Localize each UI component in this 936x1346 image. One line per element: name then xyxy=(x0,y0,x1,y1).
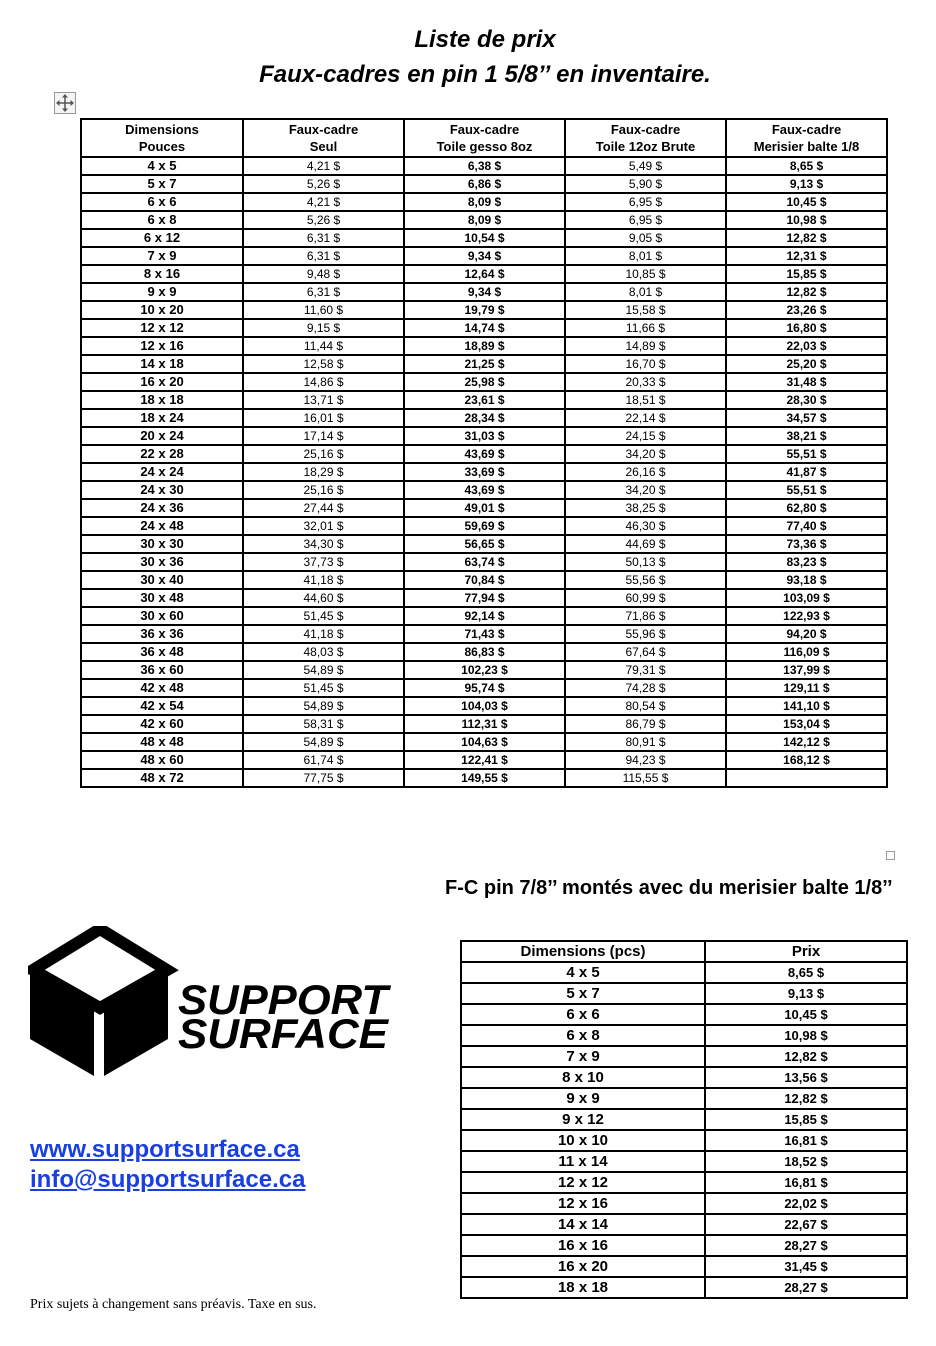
dimension-cell: 12 x 16 xyxy=(461,1193,705,1214)
email-link[interactable]: info@supportsurface.ca xyxy=(30,1166,306,1193)
table-row xyxy=(81,553,887,571)
table-row xyxy=(81,193,887,211)
birch-price-cell: 38,21 $ xyxy=(726,427,887,445)
frame-only-price-cell: 44,60 $ xyxy=(243,589,404,607)
frame-only-price-cell: 5,26 $ xyxy=(243,175,404,193)
dimension-cell: 24 x 30 xyxy=(81,481,243,499)
gesso-canvas-price-cell: 19,79 $ xyxy=(404,301,565,319)
dimension-cell: 30 x 60 xyxy=(81,607,243,625)
frame-only-price-cell: 27,44 $ xyxy=(243,499,404,517)
dimension-cell: 22 x 28 xyxy=(81,445,243,463)
table-row xyxy=(461,983,907,1004)
page-subtitle: Faux-cadres en pin 1 5/8’’ en inventaire. xyxy=(259,61,711,88)
price-cell: 18,52 $ xyxy=(705,1151,907,1172)
dimension-cell: 18 x 18 xyxy=(461,1277,705,1298)
price-table xyxy=(80,118,888,788)
birch-price-cell: 129,11 $ xyxy=(726,679,887,697)
dimension-cell: 16 x 20 xyxy=(81,373,243,391)
gesso-canvas-price-cell: 122,41 $ xyxy=(404,751,565,769)
frame-only-price-cell: 17,14 $ xyxy=(243,427,404,445)
gesso-canvas-price-cell: 23,61 $ xyxy=(404,391,565,409)
price-cell: 22,02 $ xyxy=(705,1193,907,1214)
dimension-cell: 12 x 16 xyxy=(81,337,243,355)
gesso-canvas-price-cell: 6,86 $ xyxy=(404,175,565,193)
table-row xyxy=(81,355,887,373)
move-arrows-icon xyxy=(55,93,75,113)
raw-canvas-price-cell: 80,91 $ xyxy=(565,733,726,751)
table-row xyxy=(81,589,887,607)
table-row xyxy=(461,1151,907,1172)
gesso-canvas-price-cell: 56,65 $ xyxy=(404,535,565,553)
gesso-canvas-price-cell: 9,34 $ xyxy=(404,247,565,265)
frame-only-price-cell: 77,75 $ xyxy=(243,769,404,787)
table-row xyxy=(81,391,887,409)
table-row xyxy=(81,535,887,553)
raw-canvas-price-cell: 34,20 $ xyxy=(565,481,726,499)
frame-only-price-cell: 61,74 $ xyxy=(243,751,404,769)
raw-canvas-price-cell: 74,28 $ xyxy=(565,679,726,697)
dimension-cell: 18 x 24 xyxy=(81,409,243,427)
birch-price-cell: 73,36 $ xyxy=(726,535,887,553)
dimension-cell: 42 x 60 xyxy=(81,715,243,733)
raw-canvas-price-cell: 67,64 $ xyxy=(565,643,726,661)
frame-only-price-cell: 6,31 $ xyxy=(243,283,404,301)
table-row xyxy=(81,607,887,625)
price-cell: 12,82 $ xyxy=(705,1046,907,1067)
gesso-canvas-price-cell: 6,38 $ xyxy=(404,157,565,175)
gesso-canvas-price-cell: 104,63 $ xyxy=(404,733,565,751)
birch-price-cell: 55,51 $ xyxy=(726,445,887,463)
column-header-dimensions-pcs: Dimensions (pcs) xyxy=(461,941,705,962)
raw-canvas-price-cell: 5,49 $ xyxy=(565,157,726,175)
table-row xyxy=(81,661,887,679)
birch-price-cell: 62,80 $ xyxy=(726,499,887,517)
dimension-cell: 24 x 24 xyxy=(81,463,243,481)
raw-canvas-price-cell: 115,55 $ xyxy=(565,769,726,787)
birch-price-cell: 12,82 $ xyxy=(726,229,887,247)
raw-canvas-price-cell: 34,20 $ xyxy=(565,445,726,463)
dimension-cell: 30 x 40 xyxy=(81,571,243,589)
dimension-cell: 10 x 20 xyxy=(81,301,243,319)
frame-only-price-cell: 18,29 $ xyxy=(243,463,404,481)
birch-price-cell: 77,40 $ xyxy=(726,517,887,535)
raw-canvas-price-cell: 60,99 $ xyxy=(565,589,726,607)
frame-only-price-cell: 5,26 $ xyxy=(243,211,404,229)
dimension-cell: 5 x 7 xyxy=(461,983,705,1004)
birch-price-cell: 94,20 $ xyxy=(726,625,887,643)
frame-only-price-cell: 14,86 $ xyxy=(243,373,404,391)
gesso-canvas-price-cell: 8,09 $ xyxy=(404,193,565,211)
disclaimer-note: Prix sujets à changement sans préavis. Taxe en sus. xyxy=(30,1297,317,1312)
gesso-canvas-price-cell: 71,43 $ xyxy=(404,625,565,643)
birch-price-cell: 10,98 $ xyxy=(726,211,887,229)
table-row xyxy=(81,157,887,175)
frame-only-price-cell: 9,48 $ xyxy=(243,265,404,283)
column-header-birch: Faux-cadre Merisier balte 1/8 xyxy=(726,119,887,157)
raw-canvas-price-cell: 94,23 $ xyxy=(565,751,726,769)
raw-canvas-price-cell: 9,05 $ xyxy=(565,229,726,247)
dimension-cell: 6 x 8 xyxy=(461,1025,705,1046)
gesso-canvas-price-cell: 21,25 $ xyxy=(404,355,565,373)
raw-canvas-price-cell: 24,15 $ xyxy=(565,427,726,445)
gesso-canvas-price-cell: 43,69 $ xyxy=(404,481,565,499)
table-row xyxy=(81,715,887,733)
table-row xyxy=(461,1067,907,1088)
price-cell: 8,65 $ xyxy=(705,962,907,983)
column-header-price: Prix xyxy=(705,941,907,962)
birch-price-cell: 12,31 $ xyxy=(726,247,887,265)
dimension-cell: 6 x 8 xyxy=(81,211,243,229)
table-row xyxy=(81,427,887,445)
frame-only-price-cell: 4,21 $ xyxy=(243,157,404,175)
dimension-cell: 16 x 20 xyxy=(461,1256,705,1277)
table-row xyxy=(81,409,887,427)
gesso-canvas-price-cell: 10,54 $ xyxy=(404,229,565,247)
table-row xyxy=(81,769,887,787)
column-header-dimensions: Dimensions Pouces xyxy=(81,119,243,157)
gesso-canvas-price-cell: 86,83 $ xyxy=(404,643,565,661)
gesso-canvas-price-cell: 18,89 $ xyxy=(404,337,565,355)
dimension-cell: 20 x 24 xyxy=(81,427,243,445)
dimension-cell: 14 x 18 xyxy=(81,355,243,373)
price-cell: 15,85 $ xyxy=(705,1109,907,1130)
column-header-gesso-canvas: Faux-cadre Toile gesso 8oz xyxy=(404,119,565,157)
table-row xyxy=(81,175,887,193)
table-row xyxy=(461,1025,907,1046)
frame-only-price-cell: 51,45 $ xyxy=(243,679,404,697)
birch-price-cell: 142,12 $ xyxy=(726,733,887,751)
dimension-cell: 6 x 6 xyxy=(461,1004,705,1025)
gesso-canvas-price-cell: 70,84 $ xyxy=(404,571,565,589)
birch-price-cell: 15,85 $ xyxy=(726,265,887,283)
gesso-canvas-price-cell: 104,03 $ xyxy=(404,697,565,715)
frame-only-price-cell: 25,16 $ xyxy=(243,481,404,499)
gesso-canvas-price-cell: 28,34 $ xyxy=(404,409,565,427)
gesso-canvas-price-cell: 112,31 $ xyxy=(404,715,565,733)
support-surface-logo xyxy=(28,926,398,1086)
birch-price-cell: 16,80 $ xyxy=(726,319,887,337)
website-link[interactable]: www.supportsurface.ca xyxy=(30,1136,300,1163)
raw-canvas-price-cell: 14,89 $ xyxy=(565,337,726,355)
page-title: Liste de prix xyxy=(414,26,556,53)
table-resize-handle[interactable] xyxy=(886,851,895,860)
table-row xyxy=(81,499,887,517)
frame-only-price-cell: 9,15 $ xyxy=(243,319,404,337)
birch-price-cell: 23,26 $ xyxy=(726,301,887,319)
price-cell: 22,67 $ xyxy=(705,1214,907,1235)
table-row xyxy=(81,679,887,697)
dimension-cell: 7 x 9 xyxy=(461,1046,705,1067)
frame-only-price-cell: 34,30 $ xyxy=(243,535,404,553)
raw-canvas-price-cell: 15,58 $ xyxy=(565,301,726,319)
raw-canvas-price-cell: 46,30 $ xyxy=(565,517,726,535)
dimension-cell: 7 x 9 xyxy=(81,247,243,265)
price-cell: 16,81 $ xyxy=(705,1130,907,1151)
cube-logo-icon xyxy=(28,926,398,1086)
birch-price-cell: 122,93 $ xyxy=(726,607,887,625)
table-row xyxy=(461,1235,907,1256)
frame-only-price-cell: 16,01 $ xyxy=(243,409,404,427)
price-cell: 16,81 $ xyxy=(705,1172,907,1193)
dimension-cell: 48 x 72 xyxy=(81,769,243,787)
dimension-cell: 12 x 12 xyxy=(81,319,243,337)
table-row xyxy=(81,517,887,535)
frame-only-price-cell: 41,18 $ xyxy=(243,571,404,589)
raw-canvas-price-cell: 8,01 $ xyxy=(565,283,726,301)
dimension-cell: 12 x 12 xyxy=(461,1172,705,1193)
dimension-cell: 24 x 36 xyxy=(81,499,243,517)
dimension-cell: 9 x 12 xyxy=(461,1109,705,1130)
frame-only-price-cell: 54,89 $ xyxy=(243,661,404,679)
raw-canvas-price-cell: 18,51 $ xyxy=(565,391,726,409)
birch-price-table xyxy=(460,940,908,1299)
dimension-cell: 16 x 16 xyxy=(461,1235,705,1256)
gesso-canvas-price-cell: 43,69 $ xyxy=(404,445,565,463)
price-cell: 28,27 $ xyxy=(705,1277,907,1298)
dimension-cell: 42 x 54 xyxy=(81,697,243,715)
birch-price-cell: 10,45 $ xyxy=(726,193,887,211)
birch-price-cell: 31,48 $ xyxy=(726,373,887,391)
gesso-canvas-price-cell: 25,98 $ xyxy=(404,373,565,391)
column-header-frame-only: Faux-cadre Seul xyxy=(243,119,404,157)
gesso-canvas-price-cell: 92,14 $ xyxy=(404,607,565,625)
raw-canvas-price-cell: 86,79 $ xyxy=(565,715,726,733)
birch-price-cell: 116,09 $ xyxy=(726,643,887,661)
table-row xyxy=(461,1046,907,1067)
dimension-cell: 24 x 48 xyxy=(81,517,243,535)
birch-price-cell: 22,03 $ xyxy=(726,337,887,355)
birch-price-cell: 137,99 $ xyxy=(726,661,887,679)
birch-price-cell: 25,20 $ xyxy=(726,355,887,373)
table-row xyxy=(461,1004,907,1025)
birch-price-cell: 34,57 $ xyxy=(726,409,887,427)
dimension-cell: 30 x 36 xyxy=(81,553,243,571)
birch-price-cell: 103,09 $ xyxy=(726,589,887,607)
table-row xyxy=(81,301,887,319)
raw-canvas-price-cell: 38,25 $ xyxy=(565,499,726,517)
raw-canvas-price-cell: 20,33 $ xyxy=(565,373,726,391)
table-row xyxy=(461,1109,907,1130)
birch-price-cell: 9,13 $ xyxy=(726,175,887,193)
price-cell: 31,45 $ xyxy=(705,1256,907,1277)
table-row xyxy=(461,1088,907,1109)
frame-only-price-cell: 51,45 $ xyxy=(243,607,404,625)
frame-only-price-cell: 13,71 $ xyxy=(243,391,404,409)
gesso-canvas-price-cell: 77,94 $ xyxy=(404,589,565,607)
dimension-cell: 10 x 10 xyxy=(461,1130,705,1151)
gesso-canvas-price-cell: 31,03 $ xyxy=(404,427,565,445)
dimension-cell: 36 x 60 xyxy=(81,661,243,679)
dimension-cell: 9 x 9 xyxy=(81,283,243,301)
birch-price-cell: 8,65 $ xyxy=(726,157,887,175)
frame-only-price-cell: 54,89 $ xyxy=(243,697,404,715)
svg-text:SUPPORT: SUPPORT xyxy=(178,976,392,1023)
table-row xyxy=(461,1256,907,1277)
table-row xyxy=(81,319,887,337)
gesso-canvas-price-cell: 14,74 $ xyxy=(404,319,565,337)
frame-only-price-cell: 11,44 $ xyxy=(243,337,404,355)
table-row xyxy=(81,463,887,481)
birch-price-cell: 41,87 $ xyxy=(726,463,887,481)
raw-canvas-price-cell: 8,01 $ xyxy=(565,247,726,265)
frame-only-price-cell: 6,31 $ xyxy=(243,247,404,265)
table-row xyxy=(81,229,887,247)
dimension-cell: 48 x 48 xyxy=(81,733,243,751)
raw-canvas-price-cell: 6,95 $ xyxy=(565,211,726,229)
dimension-cell: 5 x 7 xyxy=(81,175,243,193)
table-row xyxy=(461,1214,907,1235)
frame-only-price-cell: 37,73 $ xyxy=(243,553,404,571)
frame-only-price-cell: 25,16 $ xyxy=(243,445,404,463)
gesso-canvas-price-cell: 102,23 $ xyxy=(404,661,565,679)
price-cell: 12,82 $ xyxy=(705,1088,907,1109)
gesso-canvas-price-cell: 149,55 $ xyxy=(404,769,565,787)
raw-canvas-price-cell: 26,16 $ xyxy=(565,463,726,481)
dimension-cell: 6 x 6 xyxy=(81,193,243,211)
table-row xyxy=(81,445,887,463)
table-row xyxy=(81,751,887,769)
table-row xyxy=(81,373,887,391)
table-row xyxy=(81,481,887,499)
table-row xyxy=(81,283,887,301)
table-row xyxy=(81,643,887,661)
frame-only-price-cell: 6,31 $ xyxy=(243,229,404,247)
section-title: F-C pin 7/8’’ montés avec du merisier balte 1/8’’ xyxy=(445,877,893,899)
dimension-cell: 36 x 48 xyxy=(81,643,243,661)
table-row xyxy=(81,265,887,283)
gesso-canvas-price-cell: 95,74 $ xyxy=(404,679,565,697)
birch-price-cell: 93,18 $ xyxy=(726,571,887,589)
dimension-cell: 6 x 12 xyxy=(81,229,243,247)
raw-canvas-price-cell: 71,86 $ xyxy=(565,607,726,625)
dimension-cell: 4 x 5 xyxy=(81,157,243,175)
price-cell: 9,13 $ xyxy=(705,983,907,1004)
table-row xyxy=(81,733,887,751)
table-row xyxy=(81,697,887,715)
frame-only-price-cell: 11,60 $ xyxy=(243,301,404,319)
table-row xyxy=(81,625,887,643)
gesso-canvas-price-cell: 49,01 $ xyxy=(404,499,565,517)
gesso-canvas-price-cell: 9,34 $ xyxy=(404,283,565,301)
raw-canvas-price-cell: 5,90 $ xyxy=(565,175,726,193)
raw-canvas-price-cell: 11,66 $ xyxy=(565,319,726,337)
table-row xyxy=(81,337,887,355)
frame-only-price-cell: 41,18 $ xyxy=(243,625,404,643)
frame-only-price-cell: 4,21 $ xyxy=(243,193,404,211)
column-header-raw-canvas: Faux-cadre Toile 12oz Brute xyxy=(565,119,726,157)
table-row xyxy=(461,1130,907,1151)
birch-price-cell: 12,82 $ xyxy=(726,283,887,301)
gesso-canvas-price-cell: 33,69 $ xyxy=(404,463,565,481)
table-row xyxy=(461,1277,907,1298)
dimension-cell: 4 x 5 xyxy=(461,962,705,983)
svg-text:SURFACE: SURFACE xyxy=(178,1010,391,1057)
frame-only-price-cell: 48,03 $ xyxy=(243,643,404,661)
raw-canvas-price-cell: 55,56 $ xyxy=(565,571,726,589)
price-cell: 13,56 $ xyxy=(705,1067,907,1088)
birch-price-cell: 141,10 $ xyxy=(726,697,887,715)
frame-only-price-cell: 54,89 $ xyxy=(243,733,404,751)
gesso-canvas-price-cell: 63,74 $ xyxy=(404,553,565,571)
dimension-cell: 42 x 48 xyxy=(81,679,243,697)
birch-table-header-row xyxy=(461,941,907,962)
gesso-canvas-price-cell: 12,64 $ xyxy=(404,265,565,283)
raw-canvas-price-cell: 10,85 $ xyxy=(565,265,726,283)
gesso-canvas-price-cell: 8,09 $ xyxy=(404,211,565,229)
gesso-canvas-price-cell: 59,69 $ xyxy=(404,517,565,535)
raw-canvas-price-cell: 80,54 $ xyxy=(565,697,726,715)
table-row xyxy=(81,247,887,265)
frame-only-price-cell: 32,01 $ xyxy=(243,517,404,535)
dimension-cell: 8 x 16 xyxy=(81,265,243,283)
dimension-cell: 30 x 48 xyxy=(81,589,243,607)
frame-only-price-cell: 58,31 $ xyxy=(243,715,404,733)
dimension-cell: 18 x 18 xyxy=(81,391,243,409)
dimension-cell: 30 x 30 xyxy=(81,535,243,553)
price-table-header-row xyxy=(81,119,887,157)
table-row xyxy=(461,962,907,983)
price-cell: 10,45 $ xyxy=(705,1004,907,1025)
table-row xyxy=(461,1172,907,1193)
birch-price-cell: 83,23 $ xyxy=(726,553,887,571)
dimension-cell: 9 x 9 xyxy=(461,1088,705,1109)
price-cell: 28,27 $ xyxy=(705,1235,907,1256)
birch-price-cell xyxy=(726,769,887,787)
dimension-cell: 11 x 14 xyxy=(461,1151,705,1172)
birch-price-cell: 153,04 $ xyxy=(726,715,887,733)
birch-price-cell: 28,30 $ xyxy=(726,391,887,409)
table-move-handle[interactable] xyxy=(54,92,76,114)
frame-only-price-cell: 12,58 $ xyxy=(243,355,404,373)
dimension-cell: 36 x 36 xyxy=(81,625,243,643)
table-row xyxy=(81,211,887,229)
birch-price-cell: 168,12 $ xyxy=(726,751,887,769)
raw-canvas-price-cell: 79,31 $ xyxy=(565,661,726,679)
raw-canvas-price-cell: 50,13 $ xyxy=(565,553,726,571)
table-row xyxy=(461,1193,907,1214)
raw-canvas-price-cell: 55,96 $ xyxy=(565,625,726,643)
raw-canvas-price-cell: 6,95 $ xyxy=(565,193,726,211)
dimension-cell: 14 x 14 xyxy=(461,1214,705,1235)
raw-canvas-price-cell: 22,14 $ xyxy=(565,409,726,427)
dimension-cell: 48 x 60 xyxy=(81,751,243,769)
raw-canvas-price-cell: 16,70 $ xyxy=(565,355,726,373)
table-row xyxy=(81,571,887,589)
price-cell: 10,98 $ xyxy=(705,1025,907,1046)
birch-price-cell: 55,51 $ xyxy=(726,481,887,499)
raw-canvas-price-cell: 44,69 $ xyxy=(565,535,726,553)
dimension-cell: 8 x 10 xyxy=(461,1067,705,1088)
